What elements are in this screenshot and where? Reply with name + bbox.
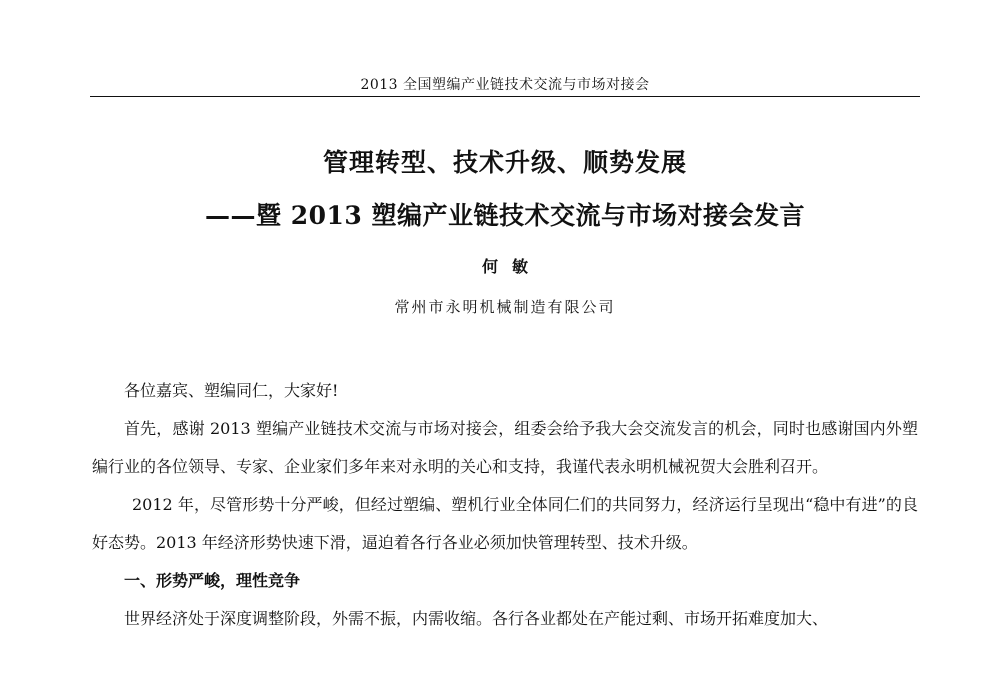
- article-body: [92, 372, 918, 638]
- body-paragraph: 2012 年，尽管形势十分严峻，但经过塑编、塑机行业全体同仁们的共同努力，经济运行呈现出“稳中有进”的良好态势。2013 年经济形势快速下滑，逼迫着各行各业必须加快管理转型、技术升级。: [92, 495, 918, 552]
- header-rule: [90, 96, 920, 97]
- running-header: 2013 全国塑编产业链技术交流与市场对接会: [360, 77, 650, 93]
- author-name: 何敏: [481, 257, 542, 276]
- article-title: 管理转型、技术升级、顺势发展: [322, 148, 687, 177]
- body-paragraph: 首先，感谢 2013 塑编产业链技术交流与市场对接会，组委会给予我大会交流发言的机会，同时也感谢国内外塑编行业的各位领导、专家、企业家们多年来对永明的关心和支持，我谨代表永明机械祝贺大会胜利召开。: [92, 419, 918, 476]
- greeting-paragraph: 各位嘉宾、塑编同仁，大家好!: [124, 381, 339, 400]
- article-subtitle: ——暨 2013 塑编产业链技术交流与市场对接会发言: [205, 201, 805, 230]
- section-heading: 一、形势严峻，理性竞争: [124, 571, 301, 590]
- body-paragraph: 世界经济处于深度调整阶段，外需不振，内需收缩。各行各业都处在产能过剩、市场开拓难度加大、: [124, 609, 829, 628]
- author-affiliation: 常州市永明机械制造有限公司: [394, 298, 616, 316]
